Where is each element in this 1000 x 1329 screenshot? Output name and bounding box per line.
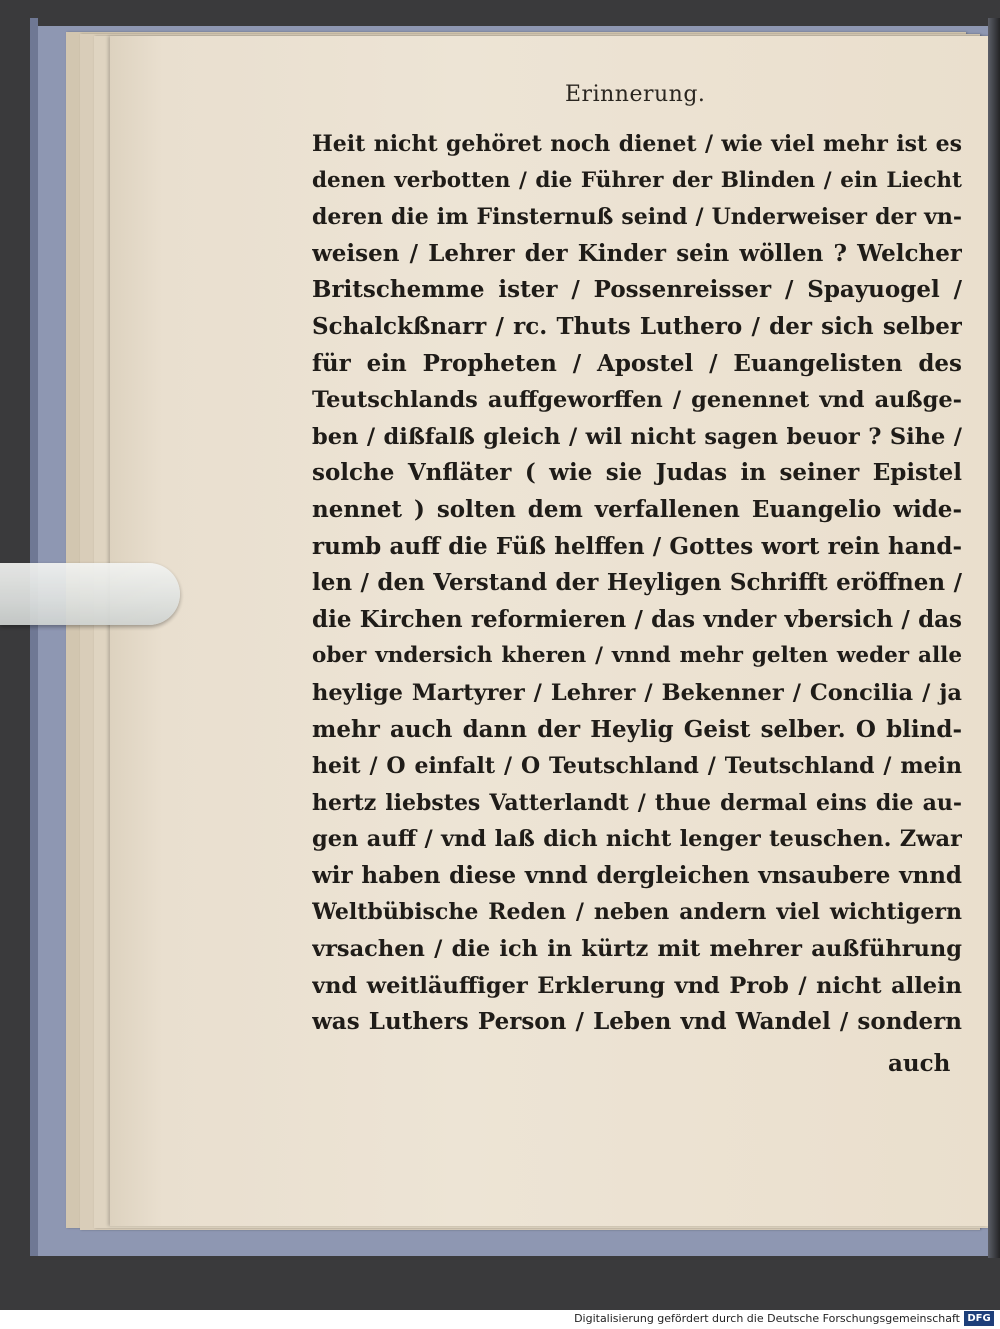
dfg-logo-icon: DFG: [964, 1311, 994, 1326]
funding-credit: Digitalisierung gefördert durch die Deutsche Forschungsgemeinschaft: [574, 1312, 960, 1325]
text-line: nennet ) solten dem verfallenen Euangelio wide-: [312, 495, 962, 523]
text-line: denen verbotten / die Führer der Blinden / ein Liecht: [312, 167, 962, 193]
running-header: Erinnerung.: [565, 82, 706, 107]
text-line: wir haben diese vnnd dergleichen vnsaubere vnnd: [312, 861, 962, 889]
text-line: was Luthers Person / Leben vnd Wandel / sondern: [312, 1008, 962, 1036]
text-line: mehr auch dann der Heylig Geist selber. O blind-: [312, 715, 962, 743]
text-line: Schalckßnarr / rc. Thuts Luthero / der sich selber: [312, 312, 962, 340]
text-line: ben / dißfalß gleich / wil nicht sagen beuor ? Sihe /: [312, 423, 962, 450]
text-line: Teutschlands auffgeworffen / genennet vnd außge-: [312, 387, 962, 414]
text-line: ober vndersich kheren / vnnd mehr gelten weder alle: [312, 643, 962, 669]
text-line: vnd weitläuffiger Erklerung vnd Prob / nicht allein: [312, 972, 962, 999]
text-line: solche Vnfläter ( wie sie Judas in seiner Epistel: [312, 459, 962, 487]
text-line: len / den Verstand der Heyligen Schrifft eröffnen /: [312, 569, 962, 597]
text-line: weisen / Lehrer der Kinder sein wöllen ? Welcher: [312, 239, 962, 267]
text-line: heylige Martyrer / Lehrer / Bekenner / Concilia / ja: [312, 679, 962, 706]
page-marker-tab: [0, 563, 180, 625]
text-line: heit / O einfalt / O Teutschland / Teutschland / mein: [312, 753, 962, 780]
text-line: deren die im Finsternuß seind / Underweiser der vn-: [312, 204, 962, 231]
body-text: [312, 126, 962, 1041]
text-line: die Kirchen reformieren / das vnder vbersich / das: [312, 605, 962, 633]
catchword: auch: [888, 1050, 951, 1077]
text-line: gen auff / vnd laß dich nicht lenger teuschen. Zwar: [312, 826, 962, 853]
text-line: Britschemme ister / Possenreisser / Spayuogel /: [312, 276, 962, 304]
text-line: Weltbübische Reden / neben andern viel wichtigern: [312, 899, 962, 926]
text-line: für ein Propheten / Apostel / Euangelisten des: [312, 349, 962, 377]
book-cover-edge: [30, 18, 38, 1256]
text-line: vrsachen / die ich in kürtz mit mehrer außführung: [312, 936, 962, 963]
text-line: rumb auff die Füß helffen / Gottes wort rein hand-: [312, 532, 962, 560]
gutter-shadow: [988, 18, 1000, 1258]
text-line: hertz liebstes Vatterlandt / thue dermal eins die au-: [312, 789, 962, 816]
text-line: Heit nicht gehöret noch dienet / wie viel mehr ist es: [312, 131, 962, 157]
